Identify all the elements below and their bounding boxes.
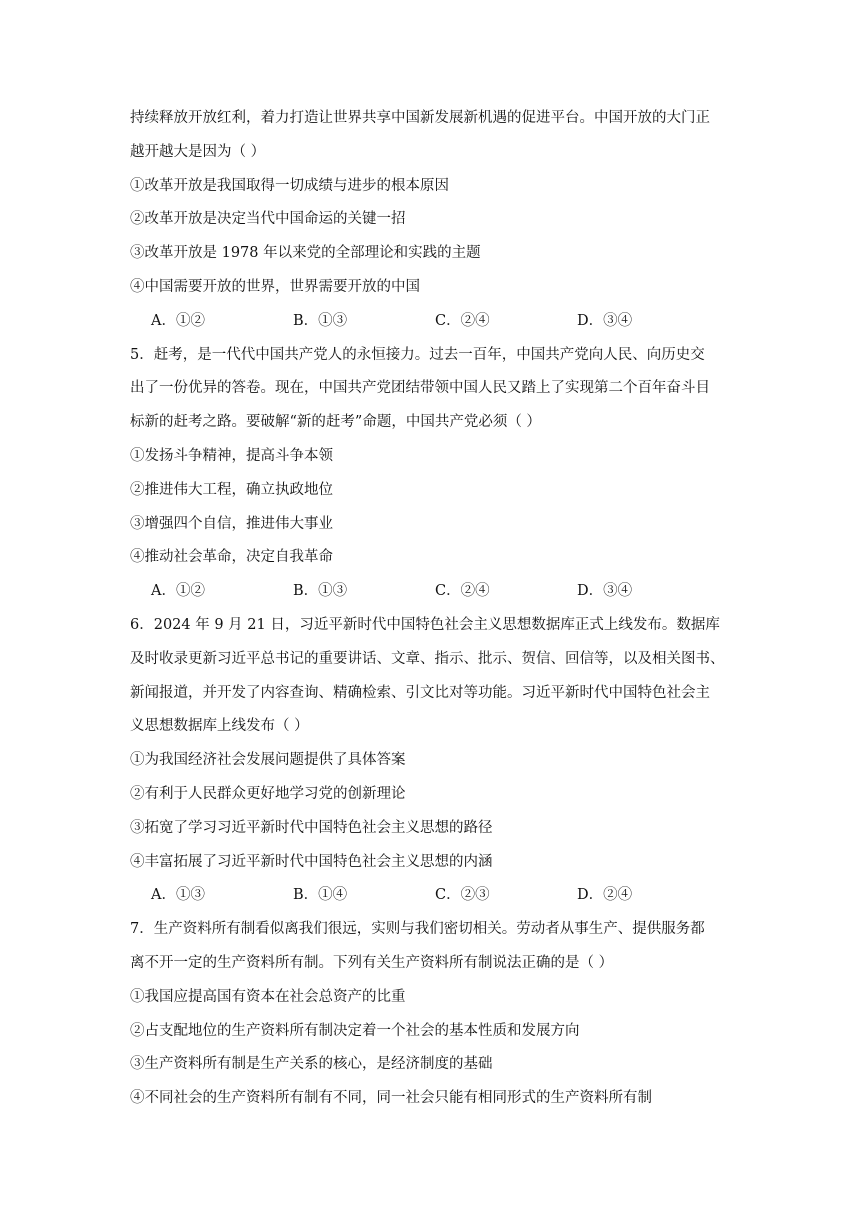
statement-item: ①为我国经济社会发展问题提供了具体答案: [130, 752, 406, 769]
option-a: A．①③: [151, 887, 205, 904]
answer-options: [130, 885, 730, 905]
statement-item: ②有利于人民群众更好地学习党的创新理论: [130, 785, 406, 802]
statement-item: ④中国需要开放的世界，世界需要开放的中国: [130, 278, 420, 295]
option-d: D．③④: [577, 312, 633, 329]
statement-item: ③改革开放是 1978 年以来党的全部理论和实践的主题: [130, 245, 481, 262]
option-d: D．②④: [577, 887, 633, 904]
question-stem-line: 义思想数据库上线发布（ ）: [130, 718, 309, 735]
question-stem-line: 离不开一定的生产资料所有制。下列有关生产资料所有制说法正确的是（ ）: [130, 954, 614, 971]
question-stem-line: 出了一份优异的答卷。现在，中国共产党团结带领中国人民又踏上了实现第二个百年奋斗目: [130, 380, 710, 397]
statement-item: ①改革开放是我国取得一切成绩与进步的根本原因: [130, 177, 449, 194]
option-b: B．①④: [293, 887, 348, 904]
question-5: [130, 345, 730, 602]
option-b: B．①③: [293, 312, 348, 329]
statement-item: ③拓宽了学习习近平新时代中国特色社会主义思想的路径: [130, 819, 493, 836]
statement-item: ③生产资料所有制是生产关系的核心，是经济制度的基础: [130, 1056, 493, 1073]
document-page: [130, 108, 730, 1122]
question-stem-line: 持续释放开放红利，着力打造让世界共享中国新发展新机遇的促进平台。中国开放的大门正: [130, 110, 710, 126]
statement-item: ③增强四个自信，推进伟大事业: [130, 515, 333, 532]
statement-item: ①发扬斗争精神，提高斗争本领: [130, 447, 333, 464]
statement-item: ④推动社会革命，决定自我革命: [130, 549, 333, 566]
option-c: C．②③: [435, 887, 490, 904]
statement-item: ②改革开放是决定当代中国命运的关键一招: [130, 211, 406, 228]
option-a: A．①②: [151, 312, 205, 329]
question-stem-line: 6．2024 年 9 月 21 日，习近平新时代中国特色社会主义思想数据库正式上线发布。数据库: [130, 616, 720, 633]
option-a: A．①②: [151, 583, 205, 600]
statement-item: ④丰富拓展了习近平新时代中国特色社会主义思想的内涵: [130, 853, 493, 870]
statement-item: ①我国应提高国有资本在社会总资产的比重: [130, 988, 406, 1005]
question-6: [130, 615, 730, 905]
question-4: [130, 108, 730, 331]
question-stem-line: 越开越大是因为（ ）: [130, 143, 266, 160]
question-stem-line: 标新的赶考之路。要破解“新的赶考”命题，中国共产党必须（ ）: [130, 414, 541, 431]
statement-item: ②占支配地位的生产资料所有制决定着一个社会的基本性质和发展方向: [130, 1022, 580, 1039]
option-c: C．②④: [435, 583, 490, 600]
question-stem-line: 及时收录更新习近平总书记的重要讲话、文章、指示、批示、贺信、回信等，以及相关图书、: [130, 650, 725, 667]
answer-options: [130, 311, 730, 331]
question-stem-line: 5．赶考，是一代代中国共产党人的永恒接力。过去一百年，中国共产党向人民、向历史交: [130, 346, 705, 363]
question-stem-line: 新闻报道，并开发了内容查询、精确检索、引文比对等功能。习近平新时代中国特色社会主: [130, 684, 710, 701]
statement-item: ②推进伟大工程，确立执政地位: [130, 481, 333, 498]
statement-item: ④不同社会的生产资料所有制有不同，同一社会只能有相同形式的生产资料所有制: [130, 1090, 652, 1107]
option-c: C．②④: [435, 312, 490, 329]
question-7: [130, 919, 730, 1108]
option-b: B．①③: [293, 583, 348, 600]
answer-options: [130, 581, 730, 601]
question-stem-line: 7．生产资料所有制看似离我们很远，实则与我们密切相关。劳动者从事生产、提供服务都: [130, 921, 705, 938]
option-d: D．③④: [577, 583, 633, 600]
